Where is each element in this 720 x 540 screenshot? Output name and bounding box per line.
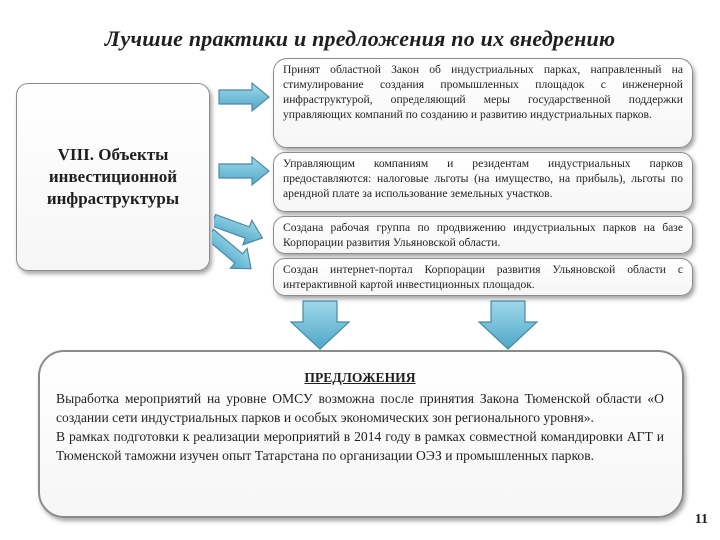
- proposals-heading: ПРЕДЛОЖЕНИЯ: [304, 370, 416, 385]
- info-block: [273, 152, 693, 212]
- proposals-box: [38, 350, 684, 518]
- info-text: Принят областной Закон об индустриальных парках, направленный на стимулирование создания промышленных площадок с инженерной инфраструктурой, определяющий меры государственной поддержки управляющих компаний по созданию и развитию индустриальных парков.: [283, 63, 683, 121]
- section-title: VIII. Объекты инвестиционной инфраструктуры: [46, 145, 180, 208]
- page-number: 11: [694, 512, 708, 527]
- info-text: Управляющим компаниям и резидентам индустриальных парков предоставляются: налоговые льготы (на имущество, на прибыль), льготы по арендной плате за использование земельных участков.: [283, 157, 683, 200]
- section-box: [16, 83, 210, 271]
- info-block: [273, 58, 693, 148]
- info-block: [273, 258, 693, 296]
- page-title: Лучшие практики и предложения по их внедрению: [104, 26, 616, 51]
- down-arrow-icon: [290, 300, 350, 350]
- down-arrow-icon: [478, 300, 538, 350]
- proposal-paragraph: Выработка мероприятий на уровне ОМСУ возможна после принятия Закона Тюменской области «О создании сети индустриальных парков и особых экономических зон регионального уровня».: [56, 391, 664, 425]
- proposal-paragraph: В рамках подготовки к реализации мероприятий в 2014 году в рамках совместной командировки АГТ и Тюменской таможни изучен опыт Татарстана по организации ОЭЗ и промышленных парков.: [56, 429, 664, 463]
- info-text: Создана рабочая группа по продвижению индустриальных парков на базе Корпорации развития Ульяновской области.: [283, 221, 683, 249]
- right-arrow-icon: [218, 82, 270, 112]
- diagonal-arrow-icon: [212, 218, 274, 276]
- info-text: Создан интернет-портал Корпорации развития Ульяновской области с интерактивной картой инвестиционных площадок.: [283, 263, 683, 291]
- info-block: [273, 216, 693, 254]
- right-arrow-icon: [218, 156, 270, 186]
